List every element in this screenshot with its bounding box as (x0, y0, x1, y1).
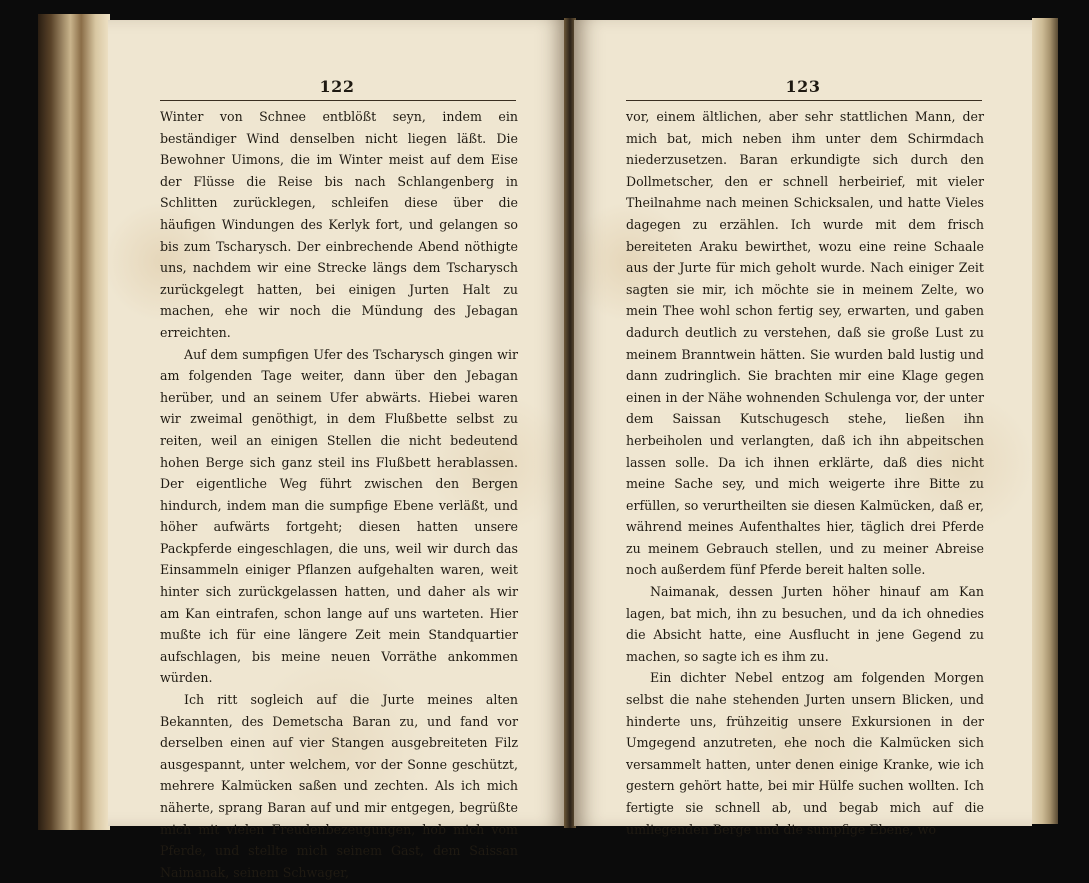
paragraph: Winter von Schnee entblößt seyn, indem ein beständiger Wind denselben nicht liegen läßt. Die Bewohner Uimons, die im Winter meist auf dem Eise der Flüsse die Reise bis nach Schlangenberg in Schlitten zurücklegen, schleifen diese über die häufigen Windungen des Kerlyk fort, und gelangen so bis zum Tscharysch. Der einbrechende Abend nöthigte uns, nachdem wir eine Strecke längs dem Tscharysch zurückgelegt hatten, bei einigen Jurten Halt zu machen, ehe wir noch die Mündung des Jebagan erreichten. (160, 109, 518, 340)
book-edge-right (1032, 18, 1058, 824)
page-number-left: 122 (319, 77, 355, 96)
header-rule-left (160, 100, 516, 101)
right-page-text (626, 106, 984, 840)
right-page (574, 20, 1032, 837)
open-book (38, 14, 1058, 880)
header-rule-right (626, 100, 982, 101)
left-page (108, 20, 566, 880)
paragraph: Ein dichter Nebel entzog am folgenden Morgen selbst die nahe stehenden Jurten unsern Blicken, und hinderte uns, frühzeitig unsere Exkursionen in der Umgegend anzutreten, ehe noch die Kalmücken sich versammelt hatten, unter denen einige Kranke, wie ich gestern gehört hatte, bei mir Hülfe suchen wollten. Ich fertigte sie schnell ab, und begab mich auf die umliegenden Berge und die sumpfige Ebene, wo (626, 670, 984, 837)
page-number-right: 123 (785, 77, 821, 96)
paragraph: Auf dem sumpfigen Ufer des Tscharysch gingen wir am folgenden Tage weiter, dann über den Jebagan herüber, und an seinem Ufer abwärts. Hiebei waren wir zweimal genöthigt, in dem Flußbette selbst zu reiten, weil an einigen Stellen die nicht bedeutend hohen Berge sich ganz steil ins Flußbett herablassen. Der eigentliche Weg führt zwischen den Bergen hindurch, indem man die sumpfige Ebene verläßt, und höher aufwärts fortgeht; diesen hatten unsere Packpferde eingeschlagen, die uns, weil wir durch das Einsammeln einiger Pflanzen aufgehalten waren, weit hinter sich zurückgelassen hatten, und daher als wir am Kan eintrafen, schon lange auf uns warteten. Hier mußte ich für eine längere Zeit mein Standquartier aufschlagen, bis meine neuen Vorräthe ankommen würden. (160, 346, 518, 686)
paragraph: Naimanak, dessen Jurten höher hinauf am Kan lagen, bat mich, ihn zu besuchen, und da ich ohnedies die Absicht hatte, eine Ausflucht in jene Gegend zu machen, so sagte ich es ihm zu. (626, 584, 984, 664)
paragraph: Ich ritt sogleich auf die Jurte meines alten Bekannten, des Demetscha Baran zu, und fand vor derselben einen auf vier Stangen ausgebreiteten Filz ausgespannt, unter welchem, vor der Sonne geschützt, mehrere Kalmücken saßen und zechten. Als ich mich näherte, sprang Baran auf und mir entgegen, begrüßte mich mit vielen Freudenbezeugungen, hob mich vom Pferde, und stellte mich seinem Gast, dem Saissan Naimanak, seinem Schwager, (160, 692, 518, 880)
book-edge-left (38, 14, 110, 830)
left-page-text (160, 106, 518, 883)
paragraph: vor, einem ältlichen, aber sehr stattlichen Mann, der mich bat, mich neben ihm unter dem Schirmdach niederzusetzen. Baran erkundigte sich durch den Dollmetscher, den er schnell herbeirief, mit vieler Theilnahme nach meinen Schicksalen, und hatte Vieles dagegen zu erzählen. Ich wurde mit dem frisch bereiteten Araku bewirthet, wozu eine reine Schaale aus der Jurte für mich geholt wurde. Nach einiger Zeit sagten sie mir, ich möchte sie in meinem Zelte, wo mein Thee wohl schon fertig sey, erwarten, und gaben dadurch deutlich zu verstehen, daß sie große Lust zu meinem Branntwein hätten. Sie wurden bald lustig und dann zudringlich. Sie brachten mir eine Klage gegen einen in der Nähe wohnenden Schulenga vor, der unter dem Saissan Kutschugesch stehe, ließen ihn herbeiholen und verlangten, daß ich ihn abpeitschen lassen solle. Da ich ihnen erklärte, daß dies nicht meine Sache sey, und mich weigerte ihre Bitte zu erfüllen, so verurtheilten sie diesen Kalmücken, daß er, während meines Aufenthaltes hier, täglich drei Pferde zu meinem Gebrauch stellen, und zu meiner Abreise noch außerdem fünf Pferde bereit halten solle. (626, 109, 984, 578)
